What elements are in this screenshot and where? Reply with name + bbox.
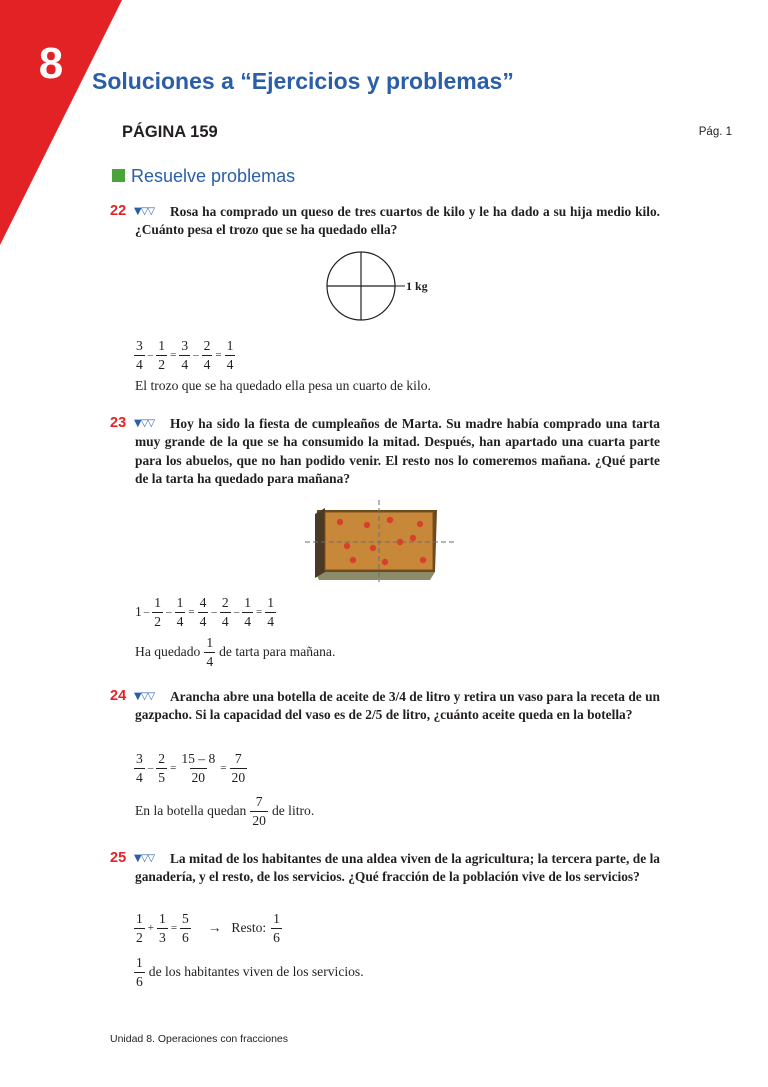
fraction: $\frac{1}{4}$ <box>226 338 234 372</box>
answer-text: $\frac{1}{6}$ de los habitantes viven de los servicios. <box>136 955 364 989</box>
equation-23: 1 – $\frac{1}{2}$ – $\frac{1}{4}$ = $\frac{4}{4}$ – $\frac{2}{4}$ – $\frac{1}{4}$ = $\frac{1}{4}$ <box>135 595 275 629</box>
problem-statement: Arancha abre una botella de aceite de 3/4 de litro y retira un vaso para la receta de un gazpacho. Si la capacidad del vaso es de 2/5 de litro, ¿cuánto aceite queda en la botella? <box>135 689 660 723</box>
section-title: Resuelve problemas <box>131 166 296 186</box>
problem-statement: Rosa ha comprado un queso de tres cuartos de kilo y le ha dado a su hija medio kilo. ¿Cuánto pesa el trozo que se ha quedado ella? <box>135 204 660 238</box>
fraction: $\frac{1}{3}$ <box>159 911 166 945</box>
fraction: $\frac{1}{2}$ <box>158 338 166 372</box>
problem-number: 25 <box>110 850 127 866</box>
equation-24: $\frac{3}{4}$ – $\frac{2}{5}$ = $\frac{15 - 8}{20}$ = $\frac{7}{20}$ <box>136 751 246 785</box>
page-label: PÁGINA 159 <box>122 123 218 141</box>
fraction: $\frac{3}{4}$ <box>181 338 189 372</box>
green-square-icon <box>112 169 125 182</box>
page-number: Pág. 1 <box>698 126 732 138</box>
fraction: $\frac{1}{6}$ <box>136 955 143 989</box>
fraction: $\frac{1}{4}$ <box>244 595 251 629</box>
difficulty-icon: ▼▽▽ <box>134 206 155 217</box>
equation-22: $\frac{3}{4}$ – $\frac{1}{2}$ = $\frac{3}{4}$ – $\frac{2}{4}$ = $\frac{1}{4}$ <box>136 338 234 372</box>
fraction: $\frac{3}{4}$ <box>136 751 143 785</box>
page-title: Soluciones a “Ejercicios y problemas” <box>92 68 514 94</box>
difficulty-icon: ▼▽▽ <box>134 418 155 429</box>
fraction: $\frac{4}{4}$ <box>199 595 207 629</box>
fraction: $\frac{3}{4}$ <box>136 338 143 372</box>
fraction: $\frac{1}{6}$ <box>273 911 280 945</box>
arrow-icon: → <box>207 920 222 936</box>
problem-statement: Hoy ha sido la fiesta de cumpleaños de Marta. Su madre había comprado una tarta muy grande de la que se ha consumido la mitad. Después, han apartado una cuarta parte para los abuelos, que no han podido venir. El resto nos lo comeremos mañana. ¿Qué parte de la tarta ha quedado para mañana? <box>135 416 660 487</box>
fraction: $\frac{2}{5}$ <box>158 751 166 785</box>
figure-label: 1 kg <box>406 279 428 293</box>
cake-figure <box>305 500 455 582</box>
fraction: $\frac{1}{2}$ <box>154 595 162 629</box>
problem-number: 24 <box>110 688 127 704</box>
difficulty-icon: ▼▽▽ <box>134 853 155 864</box>
problem-number: 22 <box>110 203 127 219</box>
fraction: $\frac{5}{6}$ <box>182 911 189 945</box>
fraction: $\frac{15 - 8}{20}$ <box>181 751 216 785</box>
fraction: $\frac{7}{20}$ <box>231 751 246 785</box>
answer-text: El trozo que se ha quedado ella pesa un cuarto de kilo. <box>135 378 431 393</box>
chapter-red-band <box>0 0 130 260</box>
section-heading <box>112 166 295 187</box>
fraction: $\frac{1}{4}$ <box>267 595 275 629</box>
problem-statement: La mitad de los habitantes de una aldea viven de la agricultura; la tercera parte, de la ganadería, y el resto, de los servicios. ¿Qué fracción de la población vive de los servicios? <box>135 851 660 885</box>
answer-text: En la botella quedan $\frac{7}{20}$ de litro. <box>135 794 315 828</box>
chapter-number: 8 <box>38 39 64 88</box>
answer-text: Ha quedado $\frac{1}{4}$ de tarta para mañana. <box>135 635 336 669</box>
equation-25: $\frac{1}{2}$ + $\frac{1}{3}$ = $\frac{5}{6}$ → Resto: $\frac{1}{6}$ <box>136 911 280 945</box>
problem-number: 23 <box>110 415 127 431</box>
fraction: $\frac{2}{4}$ <box>203 338 211 372</box>
footer-text: Unidad 8. Operaciones con fracciones <box>110 1033 289 1045</box>
fraction: $\frac{1}{4}$ <box>176 595 184 629</box>
fraction: $\frac{1}{4}$ <box>206 635 214 669</box>
lead-term: 1 <box>135 604 142 620</box>
fraction: $\frac{7}{20}$ <box>252 794 266 828</box>
difficulty-icon: ▼▽▽ <box>134 691 155 702</box>
fraction: $\frac{1}{2}$ <box>136 911 143 945</box>
fraction: $\frac{2}{4}$ <box>221 595 229 629</box>
